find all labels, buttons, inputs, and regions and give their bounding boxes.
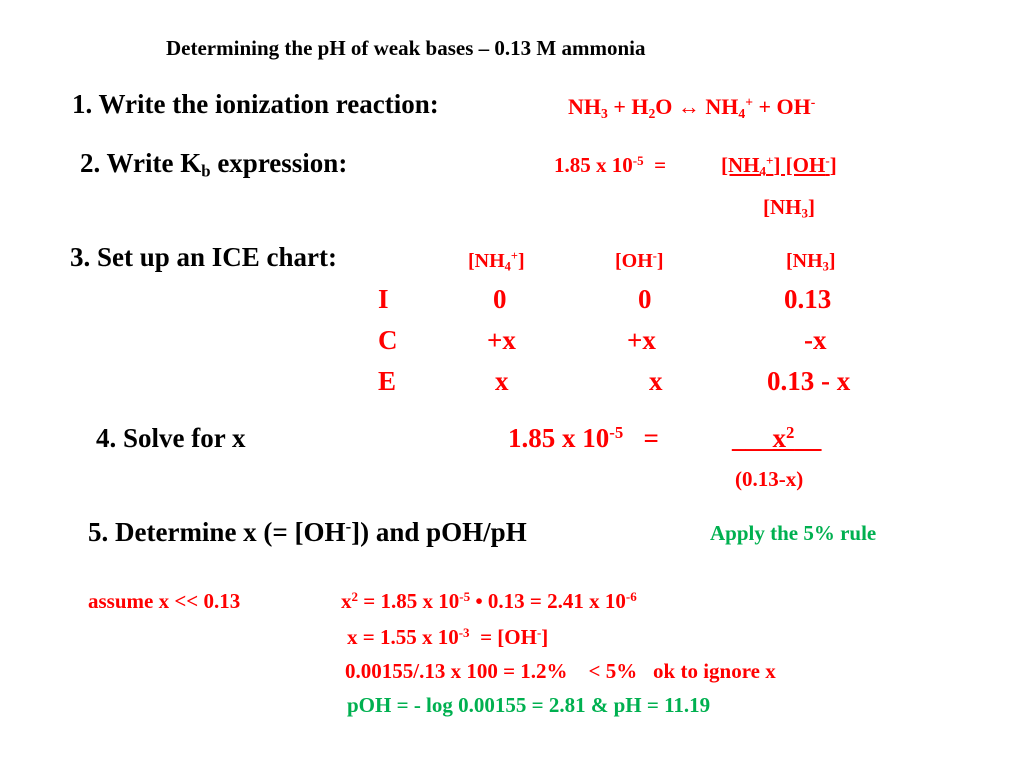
ice-row-e-label: E <box>378 366 397 396</box>
step3-label: 3. Set up an ICE chart: <box>70 242 338 272</box>
kb-expression-lhs: 1.85 x $10^{-5}$ = <box>554 152 667 177</box>
assumption: assume x << 0.13 <box>88 589 241 613</box>
ice-row-e-nh4: x <box>495 366 509 396</box>
step2-label: 2. Write $K_b$ expression: <box>80 148 348 181</box>
five-percent-rule: Apply the 5% rule <box>710 521 877 545</box>
ice-row-i-nh3: 0.13 <box>784 284 832 314</box>
work-line-4: pOH = - log 0.00155 = 2.81 & pH = 11.19 <box>347 693 711 717</box>
step1-label: 1. Write the ionization reaction: <box>72 89 439 119</box>
ice-row-c-nh3: -x <box>804 325 827 355</box>
ice-row-c-nh4: +x <box>487 325 516 355</box>
solve-equation-lhs: 1.85 x $10^{-5}$ = <box>508 422 659 453</box>
work-line-2: x = 1.55 x $10^{-3} = [OH^-]$ <box>347 624 549 649</box>
page-title: Determining the pH of weak bases – 0.13 M ammonia <box>166 36 646 60</box>
work-line-3: 0.00155/.13 x 100 = 1.2% < 5% ok to ignore x <box>345 659 776 683</box>
ice-header-nh4: $[NH_4^+]$ <box>468 249 525 274</box>
ice-row-i-label: I <box>378 284 389 314</box>
ice-row-c-label: C <box>378 325 398 355</box>
ice-header-oh: [OH-] <box>615 249 664 272</box>
ionization-reaction: $NH_3 + H_2O$ ↔ $NH_4^+ + OH^-$ <box>568 94 816 121</box>
ice-row-e-nh3: 0.13 - x <box>767 366 851 396</box>
ice-header-nh3: $[NH_3]$ <box>786 250 836 274</box>
kb-denominator: $[NH_3]$ <box>763 195 816 221</box>
work-line-1: $x^2 = 1.85$ x $10^{-5}$ • 0.13 = 2.41 x $10^{-6}$ <box>341 588 637 613</box>
ice-row-i-nh4: 0 <box>493 284 507 314</box>
solve-numerator: $\_\_\_x^2\_\_$ <box>732 422 822 453</box>
ice-row-e-oh: x <box>649 366 663 396</box>
step5-label: 5. Determine x (= [OH-]) and pOH/pH <box>88 516 527 547</box>
kb-numerator: $[NH_4^+]$ [OH-] <box>721 152 837 179</box>
ice-row-i-oh: 0 <box>638 284 652 314</box>
step4-label: 4. Solve for x <box>96 423 246 453</box>
ice-row-c-oh: +x <box>627 325 656 355</box>
solve-denominator: (0.13-x) <box>735 467 804 491</box>
